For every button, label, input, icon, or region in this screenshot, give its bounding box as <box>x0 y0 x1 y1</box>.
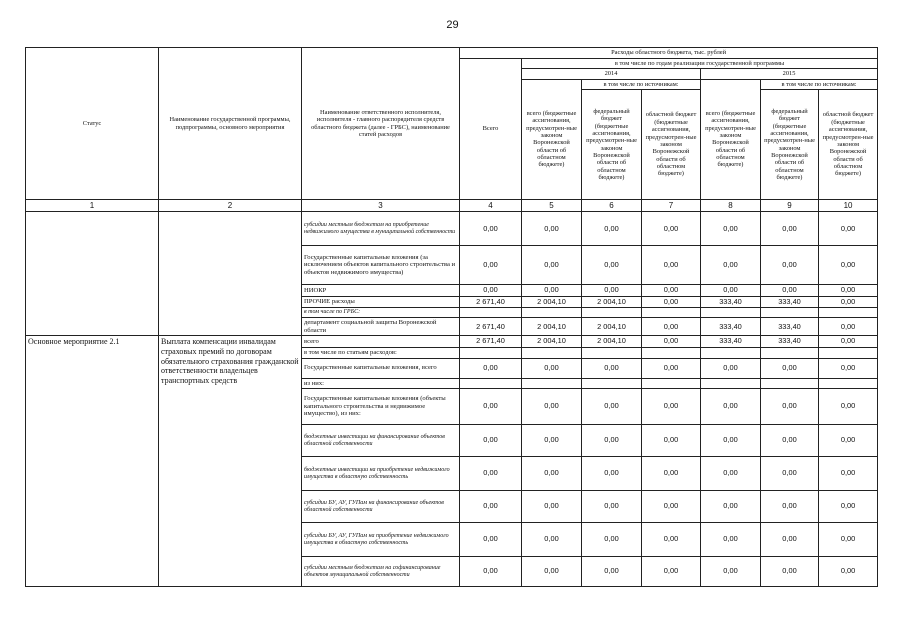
row-value: 333,40 <box>761 296 819 308</box>
row-value <box>761 308 819 318</box>
row-value: 0,00 <box>460 212 522 246</box>
row-label: в том числе по статьям расходов: <box>302 347 460 358</box>
row-value: 0,00 <box>761 523 819 557</box>
row-value <box>761 378 819 389</box>
col-index-5: 5 <box>522 200 582 212</box>
row-value: 0,00 <box>522 389 582 425</box>
row-value: 0,00 <box>819 336 878 348</box>
row-value <box>582 378 642 389</box>
header-regional-2014: областной бюджет (бюджетные ассигнования, предусмотрен-ные законом Воронежской области об областном бюджете) <box>642 90 701 200</box>
row-label: субсидии местным бюджетам на приобретение недвижимого имущества в муниципальной собственности <box>302 212 460 246</box>
header-executor: Наименование ответственного исполнителя, исполнителя - главного распорядителя средств областного бюджета (далее - ГРБС), наименование статей расходов <box>302 48 460 200</box>
col-index-9: 9 <box>761 200 819 212</box>
row-value: 0,00 <box>582 285 642 297</box>
row-value: 2 004,10 <box>582 296 642 308</box>
row-value: 0,00 <box>642 523 701 557</box>
row-label: Государственные капитальные вложения (за исключением объектов капитального строительства и объектов недвижимого имущества) <box>302 246 460 285</box>
row-value: 2 004,10 <box>582 318 642 336</box>
row-value: 0,00 <box>761 285 819 297</box>
row-value: 0,00 <box>522 491 582 523</box>
row-value: 0,00 <box>642 246 701 285</box>
row-value: 0,00 <box>701 212 761 246</box>
col-index-3: 3 <box>302 200 460 212</box>
row-value: 0,00 <box>819 246 878 285</box>
row-value: 0,00 <box>701 285 761 297</box>
row-value <box>642 347 701 358</box>
row-value: 2 004,10 <box>522 296 582 308</box>
row-value: 0,00 <box>761 425 819 457</box>
col-index-4: 4 <box>460 200 522 212</box>
col-index-7: 7 <box>642 200 701 212</box>
budget-table <box>25 47 878 587</box>
row-value: 0,00 <box>522 557 582 587</box>
row-value: 0,00 <box>582 457 642 491</box>
row-label: из них: <box>302 378 460 389</box>
row-value: 0,00 <box>761 358 819 378</box>
header-federal-2015: федеральный бюджет (бюджетные ассигнования, предусмотрен-ные законом Воронежской области об областном бюджете) <box>761 90 819 200</box>
row-label: бюджетные инвестиции на финансирование объектов областной собственности <box>302 425 460 457</box>
col-index-10: 10 <box>819 200 878 212</box>
row-value <box>642 308 701 318</box>
row-value <box>460 308 522 318</box>
page-number: 29 <box>446 19 459 31</box>
row-value: 0,00 <box>642 212 701 246</box>
header-by-sources-2015: в том числе по источникам: <box>761 79 878 89</box>
row-value: 0,00 <box>701 457 761 491</box>
row-value: 0,00 <box>701 523 761 557</box>
row-value: 333,40 <box>761 336 819 348</box>
row-label: департамент социальной защиты Воронежской области <box>302 318 460 336</box>
row-value: 0,00 <box>582 557 642 587</box>
row-label: субсидии местным бюджетам на софинансирование объектов муниципальной собственности <box>302 557 460 587</box>
row-value: 0,00 <box>522 358 582 378</box>
row-value: 0,00 <box>582 212 642 246</box>
row-value <box>819 308 878 318</box>
row-value: 0,00 <box>701 246 761 285</box>
header-total: Всего <box>460 59 522 200</box>
row-value <box>460 347 522 358</box>
row-value: 0,00 <box>642 358 701 378</box>
row-value: 333,40 <box>701 296 761 308</box>
row-label: субсидии БУ, АУ, ГУПам на финансирование объектов областной собственности <box>302 491 460 523</box>
row-value: 333,40 <box>701 318 761 336</box>
row-value: 0,00 <box>819 523 878 557</box>
header-by-year: в том числе по годам реализации государственной программы <box>522 59 878 69</box>
row-value: 0,00 <box>582 246 642 285</box>
row-value <box>819 347 878 358</box>
row-value: 0,00 <box>460 425 522 457</box>
row-value: 0,00 <box>582 425 642 457</box>
row-value: 2 671,40 <box>460 318 522 336</box>
row-value <box>701 308 761 318</box>
header-expenses: Расходы областного бюджета, тыс. рублей <box>460 48 878 59</box>
row-label: всего <box>302 336 460 348</box>
row-value: 0,00 <box>819 296 878 308</box>
row-value: 0,00 <box>819 318 878 336</box>
row-value: 0,00 <box>642 336 701 348</box>
row-value <box>522 308 582 318</box>
row-label: ПРОЧИЕ расходы <box>302 296 460 308</box>
header-status: Статус <box>26 48 159 200</box>
col-index-2: 2 <box>159 200 302 212</box>
row-value <box>460 378 522 389</box>
status-measure-2-1: Основное мероприятие 2.1 <box>26 336 159 587</box>
row-value: 0,00 <box>582 358 642 378</box>
row-value <box>761 347 819 358</box>
row-value: 0,00 <box>460 389 522 425</box>
program-cell-prev <box>159 212 302 336</box>
row-value: 0,00 <box>701 425 761 457</box>
row-value: 0,00 <box>582 389 642 425</box>
row-value: 0,00 <box>819 425 878 457</box>
row-value: 0,00 <box>460 491 522 523</box>
row-value: 0,00 <box>582 491 642 523</box>
row-value: 0,00 <box>701 358 761 378</box>
row-value: 0,00 <box>819 389 878 425</box>
row-value: 0,00 <box>522 425 582 457</box>
row-value: 0,00 <box>761 389 819 425</box>
row-value: 0,00 <box>642 318 701 336</box>
row-value: 0,00 <box>761 491 819 523</box>
row-label: НИОКР <box>302 285 460 297</box>
row-value: 0,00 <box>819 557 878 587</box>
row-value <box>522 378 582 389</box>
row-value: 0,00 <box>642 457 701 491</box>
header-federal-2014: федеральный бюджет (бюджетные ассигнования, предусмотрен-ные законом Воронежской области об областном бюджете) <box>582 90 642 200</box>
row-value: 0,00 <box>522 457 582 491</box>
row-value <box>522 347 582 358</box>
header-year-2014: 2014 <box>522 69 701 79</box>
row-label: в том числе по ГРБС: <box>302 308 460 318</box>
row-value: 0,00 <box>642 425 701 457</box>
header-program-name: Наименование государственной программы, подпрограммы, основного мероприятия <box>159 48 302 200</box>
row-value <box>701 378 761 389</box>
header-by-sources-2014: в том числе по источникам: <box>582 79 701 89</box>
row-value: 0,00 <box>522 523 582 557</box>
row-value: 0,00 <box>582 523 642 557</box>
row-value: 0,00 <box>642 389 701 425</box>
row-value: 0,00 <box>642 296 701 308</box>
row-value <box>701 347 761 358</box>
col-index-6: 6 <box>582 200 642 212</box>
row-value: 0,00 <box>460 358 522 378</box>
row-value: 0,00 <box>819 358 878 378</box>
header-regional-2015: областной бюджет (бюджетные ассигнования, предусмотрен-ные законом Воронежской области об областном бюджете) <box>819 90 878 200</box>
row-value: 0,00 <box>460 246 522 285</box>
row-value: 333,40 <box>761 318 819 336</box>
row-label: Государственные капитальные вложения, всего <box>302 358 460 378</box>
row-value: 333,40 <box>701 336 761 348</box>
row-label: Государственные капитальные вложения (объекты капитального строительства и недвижимое имущество), из них: <box>302 389 460 425</box>
row-value: 2 004,10 <box>582 336 642 348</box>
row-value: 2 671,40 <box>460 336 522 348</box>
row-label: бюджетные инвестиции на приобретение недвижимого имущества в областную собственность <box>302 457 460 491</box>
row-value: 0,00 <box>522 212 582 246</box>
row-value: 0,00 <box>819 457 878 491</box>
row-value: 0,00 <box>460 557 522 587</box>
row-value: 2 671,40 <box>460 296 522 308</box>
row-value <box>582 308 642 318</box>
row-value: 0,00 <box>819 285 878 297</box>
row-value: 0,00 <box>701 491 761 523</box>
row-value: 0,00 <box>460 523 522 557</box>
row-value: 0,00 <box>522 246 582 285</box>
row-value: 0,00 <box>522 285 582 297</box>
row-label: субсидии БУ, АУ, ГУПам на приобретение недвижимого имущества в областную собственность <box>302 523 460 557</box>
header-year-2015: 2015 <box>701 69 878 79</box>
status-cell-prev <box>26 212 159 336</box>
row-value: 0,00 <box>761 457 819 491</box>
row-value: 0,00 <box>761 246 819 285</box>
row-value: 0,00 <box>642 491 701 523</box>
row-value: 0,00 <box>819 491 878 523</box>
budget-table-container <box>25 47 877 587</box>
row-value: 0,00 <box>460 285 522 297</box>
row-value: 0,00 <box>460 457 522 491</box>
row-value: 2 004,10 <box>522 318 582 336</box>
row-value: 0,00 <box>701 557 761 587</box>
row-value: 0,00 <box>701 389 761 425</box>
col-index-8: 8 <box>701 200 761 212</box>
row-value: 0,00 <box>642 285 701 297</box>
header-all-budget-2015: всего (бюджетные ассигнования, предусмотрен-ные законом Воронежской области об областном бюджете) <box>701 79 761 199</box>
header-all-budget-2014: всего (бюджетные ассигнования, предусмотрен-ные законом Воронежской области об областном бюджете) <box>522 79 582 199</box>
row-value <box>642 378 701 389</box>
row-value: 2 004,10 <box>522 336 582 348</box>
row-value: 0,00 <box>819 212 878 246</box>
row-value: 0,00 <box>761 557 819 587</box>
row-value: 0,00 <box>642 557 701 587</box>
col-index-1: 1 <box>26 200 159 212</box>
program-name-2-1: Выплата компенсации инвалидам страховых премий по договорам обязательного страхования гражданской ответственности владельцев транспортных средств <box>159 336 302 587</box>
row-value <box>582 347 642 358</box>
row-value: 0,00 <box>761 212 819 246</box>
row-value <box>819 378 878 389</box>
